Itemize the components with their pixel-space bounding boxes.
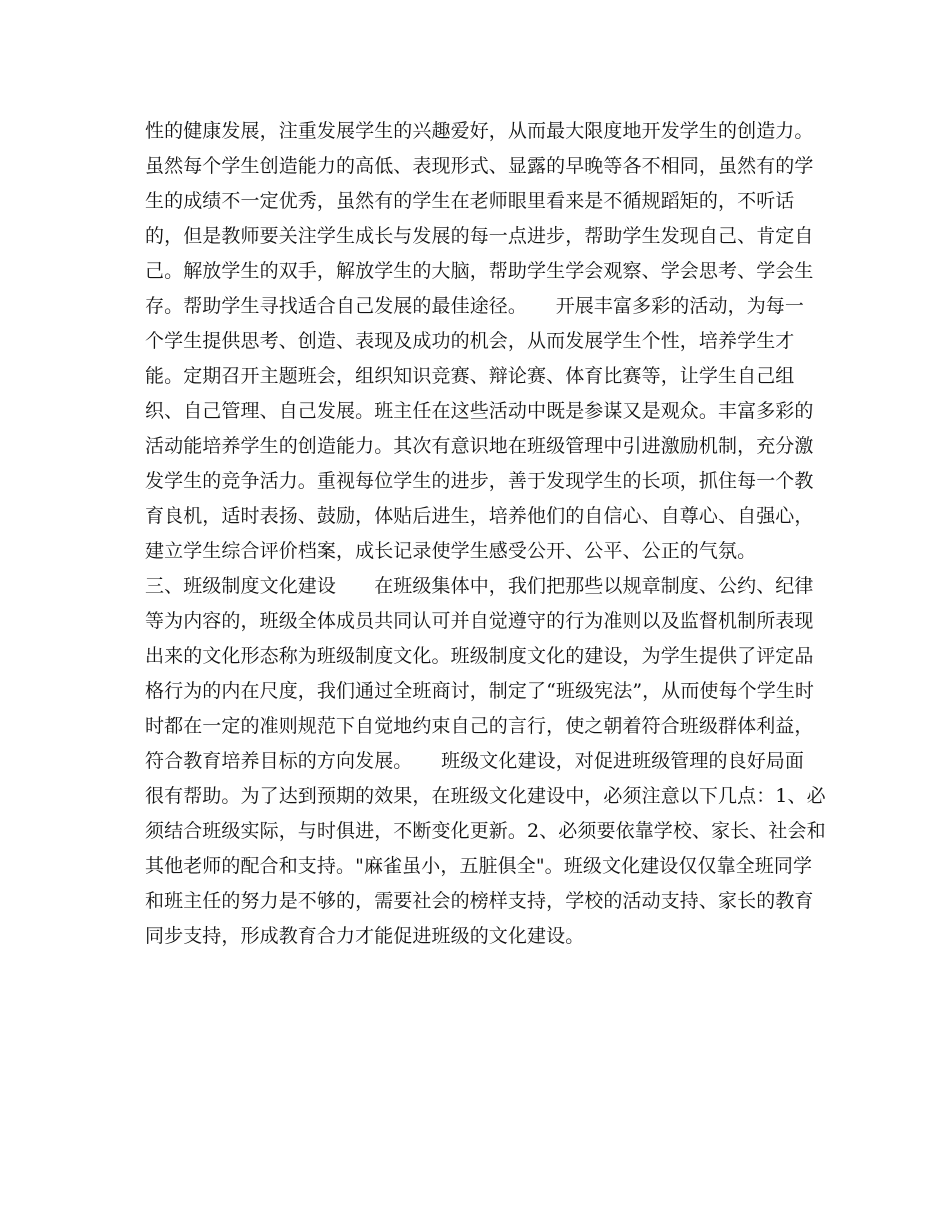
text-line: 性的健康发展，注重发展学生的兴趣爱好，从而最大限度地开发学生的创造力。	[145, 120, 814, 142]
text-line: 己。解放学生的双手，解放学生的大脑，帮助学生学会观察、学会思考、学会生	[145, 260, 814, 282]
text-line: 能。定期召开主题班会，组织知识竞赛、辩论赛、体育比赛等，让学生自己组	[145, 365, 795, 387]
text-line: 个学生提供思考、创造、表现及成功的机会，从而发展学生个性，培养学生才	[145, 330, 795, 352]
text-line: 出来的文化形态称为班级制度文化。班级制度文化的建设，为学生提供了评定品	[145, 645, 814, 667]
text-line: 存。帮助学生寻找适合自己发展的最佳途径。 开展丰富多彩的活动，为每一	[145, 295, 805, 317]
text-line: 同步支持，形成教育合力才能促进班级的文化建设。	[145, 925, 585, 947]
text-line: 须结合班级实际，与时俱进，不断变化更新。2、必须要依靠学校、家长、社会和	[145, 820, 826, 842]
text-line: 和班主任的努力是不够的，需要社会的榜样支持，学校的活动支持、家长的教育	[145, 890, 814, 912]
text-line: 活动能培养学生的创造能力。其次有意识地在班级管理中引进激励机制，充分激	[145, 435, 814, 457]
text-line: 其他老师的配合和支持。"麻雀虽小，五脏俱全"。班级文化建设仅仅靠全班同学	[145, 855, 813, 877]
text-line: 织、自己管理、自己发展。班主任在这些活动中既是参谋又是观众。丰富多彩的	[145, 400, 814, 422]
text-line: 发学生的竞争活力。重视每位学生的进步，善于发现学生的长项，抓住每一个教	[145, 470, 814, 492]
text-line: 符合教育培养目标的方向发展。 班级文化建设，对促进班级管理的良好局面	[145, 750, 805, 772]
section-heading-line: 三、班级制度文化建设 在班级集体中，我们把那些以规章制度、公约、纪律	[145, 575, 814, 597]
text-line: 等为内容的，班级全体成员共同认可并自觉遵守的行为准则以及监督机制所表现	[145, 610, 814, 632]
text-line: 育良机，适时表扬、鼓励，体贴后进生，培养他们的自信心、自尊心、自强心，	[145, 505, 814, 527]
text-line: 格行为的内在尺度，我们通过全班商讨，制定了“班级宪法”，从而使每个学生时	[145, 680, 815, 702]
text-line: 很有帮助。为了达到预期的效果，在班级文化建设中，必须注意以下几点：1、必	[145, 785, 826, 807]
text-line: 虽然每个学生创造能力的高低、表现形式、显露的早晚等各不相同，虽然有的学	[145, 155, 814, 177]
text-line: 时都在一定的准则规范下自觉地约束自己的言行，使之朝着符合班级群体利益，	[145, 715, 814, 737]
text-line: 生的成绩不一定优秀，虽然有的学生在老师眼里看来是不循规蹈矩的，不听话	[145, 190, 795, 212]
text-line: 建立学生综合评价档案，成长记录使学生感受公开、公平、公正的气氛。	[145, 540, 757, 562]
text-line: 的，但是教师要关注学生成长与发展的每一点进步，帮助学生发现自己、肯定自	[145, 225, 814, 247]
